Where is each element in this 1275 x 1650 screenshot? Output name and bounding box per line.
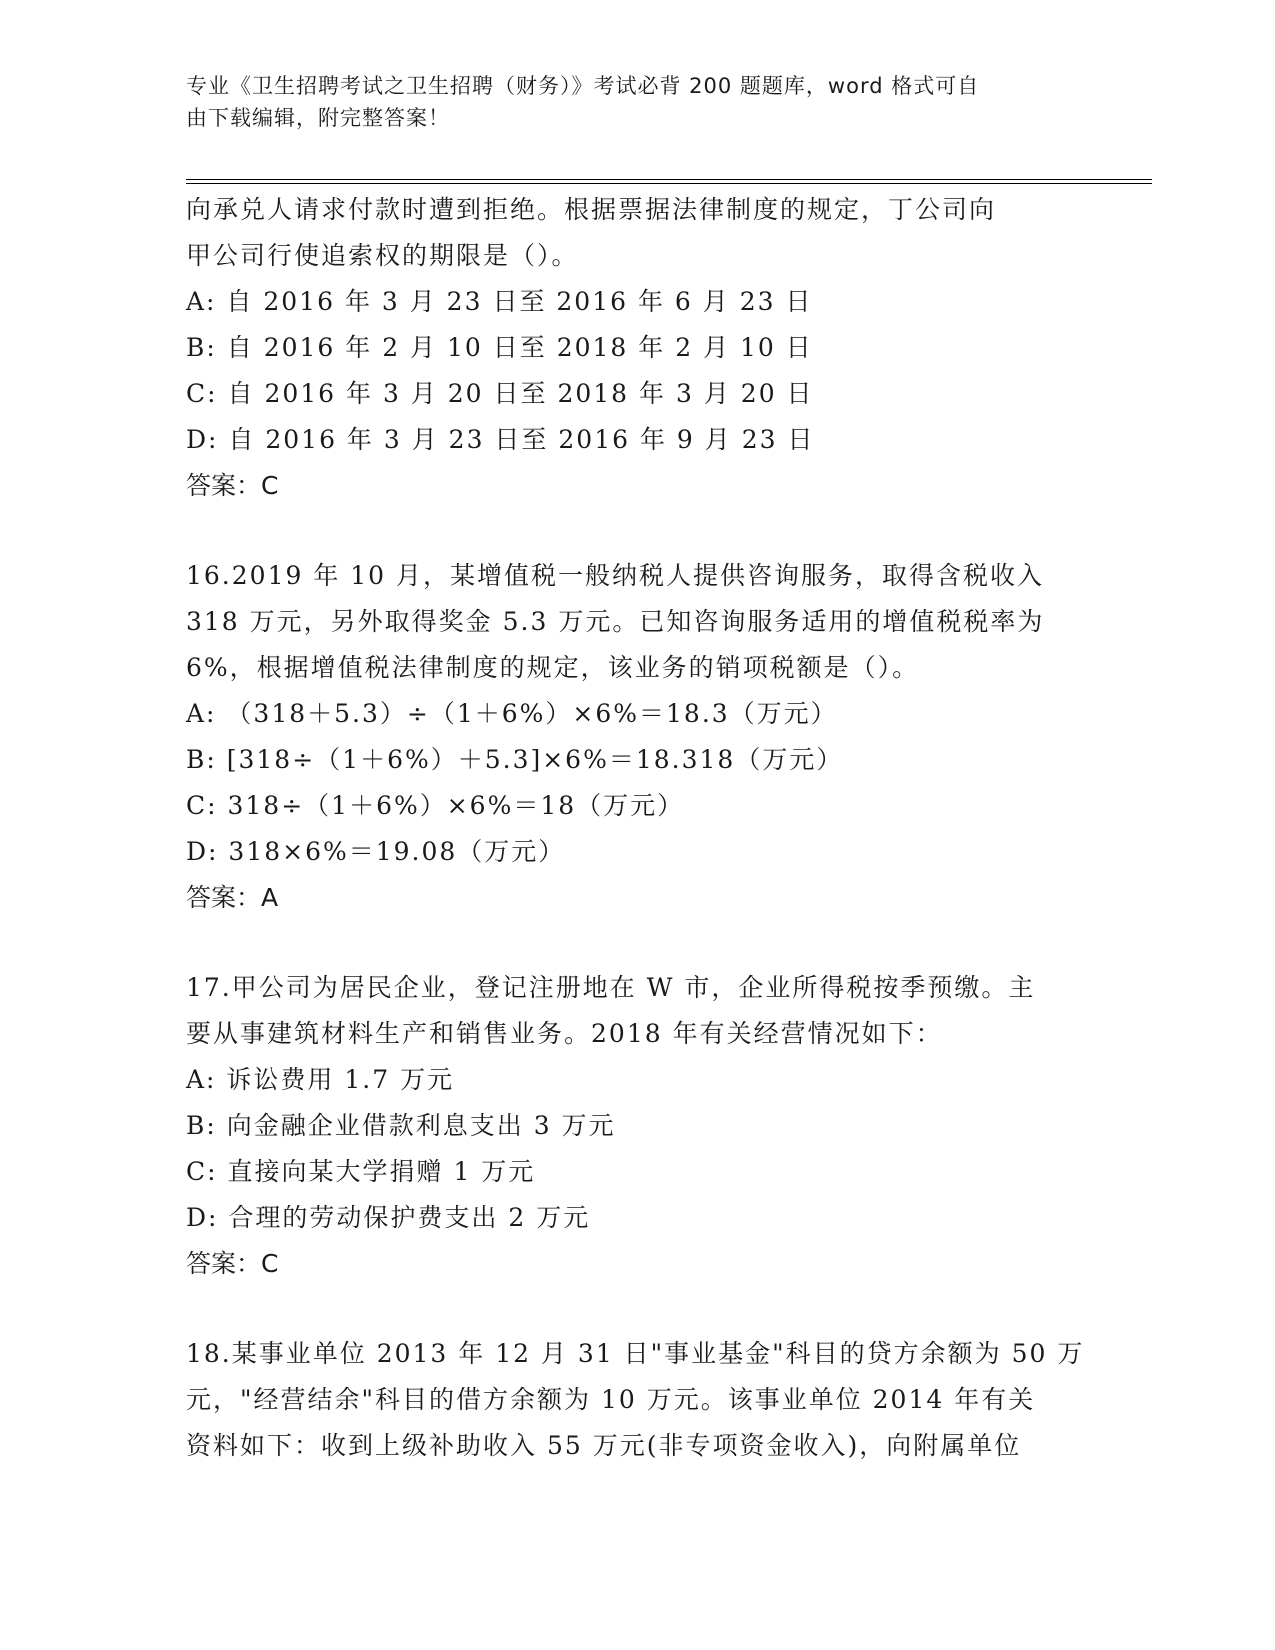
question-stem-line: 资料如下：收到上级补助收入 55 万元(非专项资金收入)，向附属单位 <box>186 1431 1022 1460</box>
question-stem-line: 318 万元，另外取得奖金 5.3 万元。已知咨询服务适用的增值税税率为 <box>186 607 1045 636</box>
answer: 答案：C <box>186 1249 279 1278</box>
header-rule-top <box>186 179 1152 180</box>
option-d: D: 318×6%＝19.08（万元） <box>186 837 566 866</box>
header-line-2: 由下载编辑，附完整答案！ <box>186 106 450 130</box>
question-stem-line: 元，"经营结余"科目的借方余额为 10 万元。该事业单位 2014 年有关 <box>186 1385 1036 1414</box>
question-stem-line: 6%，根据增值税法律制度的规定，该业务的销项税额是（）。 <box>186 653 920 682</box>
answer: 答案：A <box>186 883 279 912</box>
option-d: D: 合理的劳动保护费支出 2 万元 <box>186 1203 591 1232</box>
question-16 <box>186 553 1086 921</box>
document-header <box>186 70 1066 134</box>
question-stem-line: 向承兑人请求付款时遭到拒绝。根据票据法律制度的规定，丁公司向 <box>186 195 997 224</box>
option-c: C: 直接向某大学捐赠 1 万元 <box>186 1157 536 1186</box>
option-c: C: 自 2016 年 3 月 20 日至 2018 年 3 月 20 日 <box>186 379 814 408</box>
option-d: D: 自 2016 年 3 月 23 日至 2016 年 9 月 23 日 <box>186 425 815 454</box>
header-rule-bottom <box>186 183 1152 184</box>
header-line-1: 专业《卫生招聘考试之卫生招聘（财务）》考试必背 200 题题库，word 格式可自 <box>186 74 980 98</box>
question-15 <box>186 187 1086 509</box>
option-a: A: 诉讼费用 1.7 万元 <box>186 1065 455 1094</box>
answer: 答案：C <box>186 471 279 500</box>
question-stem-line: 16.2019 年 10 月，某增值税一般纳税人提供咨询服务，取得含税收入 <box>186 561 1045 590</box>
question-stem-line: 17.甲公司为居民企业，登记注册地在 W 市，企业所得税按季预缴。主 <box>186 973 1036 1002</box>
option-b: B: 自 2016 年 2 月 10 日至 2018 年 2 月 10 日 <box>186 333 813 362</box>
question-stem-line: 18.某事业单位 2013 年 12 月 31 日"事业基金"科目的贷方余额为 50 万 <box>186 1339 1085 1368</box>
question-stem-line: 甲公司行使追索权的期限是（）。 <box>186 241 579 270</box>
question-18 <box>186 1331 1086 1469</box>
question-17 <box>186 965 1086 1287</box>
option-b: B: [318÷（1＋6%）＋5.3]×6%＝18.318（万元） <box>186 745 844 774</box>
option-b: B: 向金融企业借款利息支出 3 万元 <box>186 1111 616 1140</box>
option-a: A: （318＋5.3）÷（1＋6%）×6%＝18.3（万元） <box>186 699 838 728</box>
option-c: C: 318÷（1＋6%）×6%＝18（万元） <box>186 791 685 820</box>
document-body <box>186 187 1086 1469</box>
question-stem-line: 要从事建筑材料生产和销售业务。2018 年有关经营情况如下： <box>186 1019 943 1048</box>
option-a: A: 自 2016 年 3 月 23 日至 2016 年 6 月 23 日 <box>186 287 813 316</box>
